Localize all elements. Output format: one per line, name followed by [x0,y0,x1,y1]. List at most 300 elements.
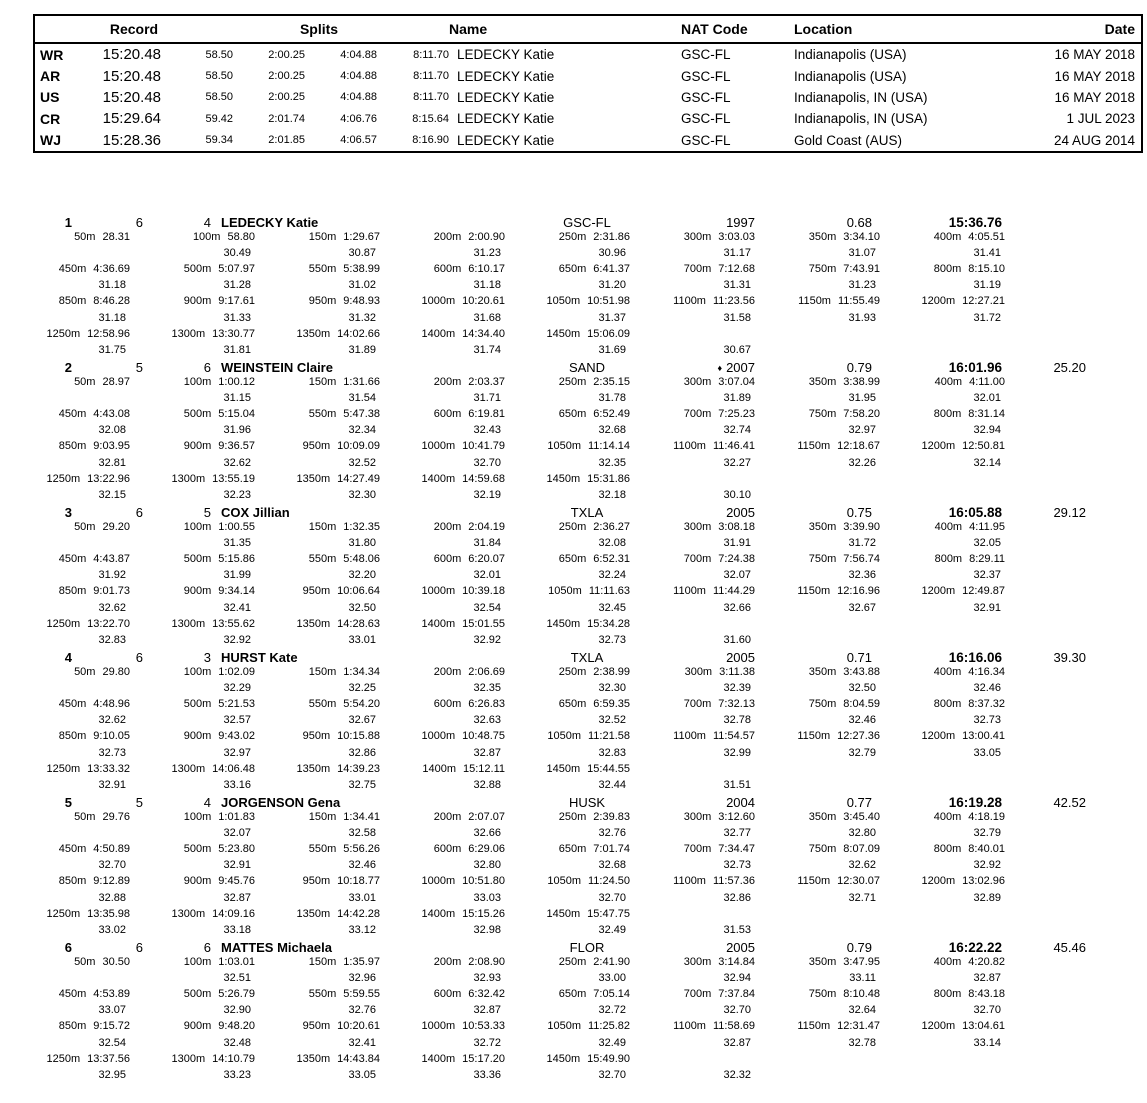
split-time: 13:04.61 [962,1020,1005,1033]
lap-split-time: 32.93 [473,972,501,985]
split-distance-label: 250m [558,811,587,824]
split-time: 4:18.19 [968,811,1005,824]
lap-split-time: 32.54 [98,1036,126,1049]
split-cell [123,988,255,1000]
lap-split-time: 32.89 [973,891,1001,904]
cumulative-splits-row [0,618,1147,634]
split-distance-label: 600m [433,988,462,1001]
records-header-date: Date [1104,21,1135,37]
split-cell [873,1020,1005,1032]
lap-split-time: 33.14 [973,1036,1001,1049]
split-cell [748,295,880,307]
split-time: 5:26.79 [218,988,255,1001]
split-time: 7:43.91 [843,263,880,276]
record-holder-name: LEDECKY Katie [457,111,555,127]
split-distance-label: 550m [308,263,337,276]
club-code: TXLA [570,505,604,520]
split-time: 2:06.69 [468,666,505,679]
record-date: 16 MAY 2018 [1054,89,1135,105]
lap-split-time: 32.52 [598,714,626,727]
split-distance-label: 900m [183,585,212,598]
swimmer-name: WEINSTEIN Claire [221,360,333,375]
split-distance-label: 100m [183,666,212,679]
result-lane: 6 [203,360,211,375]
record-split-800m: 8:16.90 [412,134,449,147]
lap-split-time: 33.18 [223,923,251,936]
split-cell [0,763,130,775]
split-cell [873,521,1005,533]
lap-split-time: 32.91 [98,778,126,791]
cumulative-splits-row [0,811,1147,827]
swimmer-name: HURST Kate [221,650,298,665]
split-time: 6:52.31 [593,553,630,566]
result-lane: 4 [203,795,211,810]
split-cell [248,1020,380,1032]
split-time: 15:31.86 [587,472,630,485]
split-time: 5:56.26 [343,843,380,856]
split-cell [248,988,380,1000]
cumulative-splits-row [0,730,1147,746]
lap-splits-row [0,972,1147,988]
lap-split-time: 32.70 [973,1004,1001,1017]
lap-splits-row [0,714,1147,730]
record-split-400m: 4:04.88 [340,70,377,83]
split-distance-label: 850m [58,585,87,598]
split-distance-label: 700m [683,988,712,1001]
split-cell [623,811,755,823]
result-rank: 1 [64,215,72,230]
split-distance-label: 100m [183,376,212,389]
lap-split-time: 32.88 [98,891,126,904]
split-time: 5:21.53 [218,698,255,711]
lap-split-time: 30.67 [723,343,751,356]
split-distance-label: 450m [58,988,87,1001]
lap-split-time: 33.07 [98,1004,126,1017]
split-cell [748,585,880,597]
lap-split-time: 31.17 [723,247,751,260]
split-distance-label: 600m [433,263,462,276]
split-cell [498,473,630,485]
lap-split-time: 32.91 [223,859,251,872]
result-lane: 4 [203,215,211,230]
split-time: 8:07.09 [843,843,880,856]
lap-split-time: 31.74 [473,343,501,356]
lap-split-time: 31.20 [598,279,626,292]
split-distance-label: 1300m [171,1052,206,1065]
lap-split-time: 31.99 [223,569,251,582]
split-time: 11:21.58 [587,730,630,743]
lap-split-time: 31.68 [473,311,501,324]
lap-split-time: 33.03 [473,891,501,904]
final-time: 16:19.28 [948,795,1002,810]
lap-split-time: 32.90 [223,1004,251,1017]
reaction-time: 0.77 [846,795,872,810]
lap-split-time: 32.70 [598,891,626,904]
lap-split-time: 31.23 [473,247,501,260]
split-cell [623,408,755,420]
split-cell [498,553,630,565]
split-distance-label: 50m [74,956,96,969]
time-behind-leader: 29.12 [1053,505,1086,520]
split-cell [623,730,755,742]
records-table-header [35,16,1141,44]
split-cell [498,328,630,340]
cumulative-splits-row [0,585,1147,601]
lap-split-time: 31.33 [223,311,251,324]
split-cell [373,843,505,855]
split-time: 15:49.90 [587,1052,630,1065]
split-distance-label: 1450m [546,472,581,485]
record-location: Indianapolis, IN (USA) [794,89,928,105]
record-time: 15:20.48 [102,88,161,106]
split-time: 6:52.49 [593,408,630,421]
lap-split-time: 30.87 [348,247,376,260]
split-distance-label: 1100m [673,440,706,453]
split-time: 6:19.81 [468,408,505,421]
split-distance-label: 300m [683,376,712,389]
cumulative-splits-row [0,328,1147,344]
split-time: 14:27.49 [337,472,380,485]
split-distance-label: 750m [808,843,837,856]
split-cell [248,875,380,887]
records-header-location: Location [794,21,853,37]
split-time: 11:14.14 [587,440,630,453]
lap-split-time: 32.62 [223,456,251,469]
split-distance-label: 800m [934,553,963,566]
split-distance-label: 150m [308,956,337,969]
final-time: 16:22.22 [948,940,1002,955]
split-cell [373,1020,505,1032]
split-cell [498,295,630,307]
split-time: 11:46.41 [712,440,755,453]
split-distance-label: 250m [558,666,587,679]
lap-split-time: 32.14 [973,456,1001,469]
lap-split-time: 33.01 [348,891,376,904]
result-lane: 5 [203,505,211,520]
record-split-400m: 4:04.88 [340,48,377,61]
split-cell [623,376,755,388]
lap-split-time: 31.75 [98,343,126,356]
lap-splits-row [0,1004,1147,1020]
split-time: 3:03.03 [718,231,755,244]
split-cell [498,440,630,452]
lap-split-time: 32.57 [223,714,251,727]
split-distance-label: 700m [683,263,712,276]
split-cell [248,956,380,968]
split-cell [873,698,1005,710]
split-cell [748,263,880,275]
split-time: 5:07.97 [218,263,255,276]
split-distance-label: 50m [74,376,96,389]
split-distance-label: 1100m [673,730,706,743]
lap-split-time: 31.91 [723,537,751,550]
split-time: 12:58.96 [87,327,130,340]
split-distance-label: 400m [933,231,962,244]
split-distance-label: 1350m [296,907,331,920]
birth-year [655,650,755,665]
split-time: 14:10.79 [212,1052,255,1065]
split-time: 11:23.56 [712,295,755,308]
lap-split-time: 32.97 [223,746,251,759]
split-distance-label: 250m [558,956,587,969]
reaction-time: 0.68 [846,215,872,230]
result-lane: 6 [203,940,211,955]
record-tag: US [40,89,60,106]
lap-split-time: 32.41 [348,1036,376,1049]
lap-split-time: 32.45 [598,601,626,614]
record-holder-name: LEDECKY Katie [457,68,555,84]
split-distance-label: 500m [183,408,212,421]
split-distance-label: 50m [74,521,96,534]
cumulative-splits-row [0,408,1147,424]
split-time: 6:10.17 [468,263,505,276]
split-distance-label: 1300m [171,907,206,920]
split-time: 3:43.88 [843,666,880,679]
lap-split-time: 32.08 [598,537,626,550]
lap-split-time: 32.70 [98,859,126,872]
lap-splits-row [0,747,1147,763]
lap-split-time: 32.97 [848,424,876,437]
lap-split-time: 31.72 [973,311,1001,324]
split-cell [0,1020,130,1032]
lap-splits-row [0,312,1147,328]
split-time: 7:12.68 [718,263,755,276]
lap-splits-row [0,537,1147,553]
split-distance-label: 750m [808,988,837,1001]
lap-split-time: 32.71 [848,891,876,904]
split-distance-label: 600m [433,408,462,421]
result-entry-header [0,650,1147,666]
split-cell [498,988,630,1000]
split-distance-label: 1050m [547,730,581,743]
split-time: 8:37.32 [968,698,1005,711]
split-time: 9:01.73 [93,585,130,598]
split-time: 2:00.90 [468,231,505,244]
birth-year [655,215,755,230]
lap-split-time: 32.72 [473,1036,501,1049]
split-distance-label: 150m [308,811,337,824]
split-distance-label: 450m [58,698,87,711]
split-cell [873,811,1005,823]
split-time: 29.20 [102,521,130,534]
lap-split-time: 32.64 [848,1004,876,1017]
lap-split-time: 33.05 [973,746,1001,759]
split-cell [623,988,755,1000]
split-cell [0,231,130,243]
split-distance-label: 250m [558,231,587,244]
split-distance-label: 750m [808,553,837,566]
split-cell [623,231,755,243]
split-time: 5:54.20 [343,698,380,711]
split-cell [873,875,1005,887]
split-cell [0,295,130,307]
split-cell [248,295,380,307]
lap-splits-row [0,602,1147,618]
split-cell [248,231,380,243]
lap-split-time: 32.94 [973,424,1001,437]
swimmer-name: MATTES Michaela [221,940,333,955]
lap-split-time: 32.80 [473,859,501,872]
split-cell [748,376,880,388]
lap-split-time: 32.67 [848,601,876,614]
lap-split-time: 31.15 [223,392,251,405]
split-distance-label: 1150m [798,295,831,308]
split-time: 8:15.10 [968,263,1005,276]
split-distance-label: 850m [58,440,87,453]
split-cell [248,811,380,823]
split-cell [0,328,130,340]
split-time: 4:53.89 [93,988,130,1001]
lap-split-time: 31.72 [848,537,876,550]
split-time: 10:41.79 [462,440,505,453]
split-distance-label: 50m [74,666,96,679]
split-cell [498,618,630,630]
split-distance-label: 1400m [422,762,456,775]
split-time: 5:48.06 [343,553,380,566]
split-distance-label: 1050m [547,875,581,888]
lap-split-time: 31.35 [223,537,251,550]
club-code: SAND [568,360,606,375]
lap-split-time: 32.73 [98,746,126,759]
split-time: 11:57.36 [712,875,755,888]
lap-split-time: 32.23 [223,488,251,501]
split-cell [498,1053,630,1065]
split-distance-label: 550m [308,553,337,566]
split-time: 9:03.95 [93,440,130,453]
split-distance-label: 100m [183,811,212,824]
split-distance-label: 350m [808,666,837,679]
result-heat: 6 [135,940,143,955]
split-time: 9:45.76 [218,875,255,888]
lap-split-time: 31.80 [348,537,376,550]
split-cell [373,811,505,823]
split-distance-label: 1100m [673,295,706,308]
split-distance-label: 650m [558,988,587,1001]
split-time: 12:30.07 [837,875,880,888]
split-cell [123,1020,255,1032]
cumulative-splits-row [0,956,1147,972]
result-heat: 6 [135,650,143,665]
split-time: 9:10.05 [93,730,130,743]
lap-splits-row [0,827,1147,843]
split-time: 12:49.87 [962,585,1005,598]
lap-splits-row [0,392,1147,408]
lap-split-time: 32.62 [98,714,126,727]
split-time: 1:00.55 [218,521,255,534]
lap-splits-row [0,457,1147,473]
split-distance-label: 100m [192,231,221,244]
record-tag: WJ [40,132,61,149]
final-time: 15:36.76 [948,215,1002,230]
lap-split-time: 32.62 [848,859,876,872]
split-cell [248,376,380,388]
cumulative-splits-row [0,1053,1147,1069]
split-distance-label: 900m [183,440,212,453]
split-cell [373,440,505,452]
split-cell [873,843,1005,855]
split-cell [373,1053,505,1065]
split-distance-label: 1450m [546,762,581,775]
record-split-100m: 58.50 [205,48,233,61]
split-time: 8:46.28 [93,295,130,308]
cumulative-splits-row [0,908,1147,924]
split-cell [748,875,880,887]
split-cell [498,521,630,533]
lap-split-time: 33.11 [849,972,876,985]
split-time: 15:17.20 [462,1052,505,1065]
split-time: 4:16.34 [968,666,1005,679]
lap-split-time: 32.80 [848,827,876,840]
split-time: 12:27.36 [837,730,880,743]
lap-split-time: 32.87 [473,1004,501,1017]
split-time: 2:41.90 [593,956,630,969]
split-distance-label: 700m [683,843,712,856]
split-cell [873,553,1005,565]
split-time: 2:04.19 [468,521,505,534]
record-split-200m: 2:00.25 [268,91,305,104]
lap-split-time: 32.34 [348,424,376,437]
cumulative-splits-row [0,875,1147,891]
lap-split-time: 32.05 [973,537,1001,550]
record-date: 1 JUL 2023 [1066,111,1135,127]
split-time: 28.97 [102,376,130,389]
lap-split-time: 33.01 [348,633,376,646]
split-distance-label: 850m [58,295,87,308]
split-time: 3:08.18 [718,521,755,534]
split-cell [873,295,1005,307]
split-cell [498,1020,630,1032]
split-time: 2:35.15 [593,376,630,389]
result-entry-header [0,940,1147,956]
split-cell [748,1020,880,1032]
split-distance-label: 650m [558,843,587,856]
split-cell [498,698,630,710]
split-cell [623,440,755,452]
split-time: 14:59.68 [462,472,505,485]
lap-split-time: 33.16 [223,778,251,791]
lap-split-time: 32.96 [348,972,376,985]
record-nat-code: GSC-FL [681,132,731,148]
split-time: 14:39.23 [337,762,380,775]
split-cell [373,875,505,887]
split-cell [373,231,505,243]
split-distance-label: 1200m [921,875,956,888]
split-distance-label: 450m [58,408,87,421]
split-distance-label: 800m [933,843,962,856]
split-time: 11:25.82 [587,1020,630,1033]
lap-split-time: 32.76 [348,1004,376,1017]
split-time: 5:15.86 [218,553,255,566]
split-cell [748,988,880,1000]
cumulative-splits-row [0,473,1147,489]
record-time: 15:29.64 [102,110,161,128]
split-cell [873,956,1005,968]
lap-split-time: 31.18 [98,279,126,292]
split-cell [0,908,130,920]
lap-splits-row [0,682,1147,698]
split-distance-label: 800m [933,408,962,421]
result-entry-header [0,795,1147,811]
split-time: 2:39.83 [593,811,630,824]
record-date: 24 AUG 2014 [1053,132,1135,148]
split-distance-label: 150m [308,231,337,244]
split-time: 9:48.20 [218,1020,255,1033]
lap-split-time: 31.84 [473,537,501,550]
result-entry [0,795,1147,940]
split-cell [123,763,255,775]
result-rank: 2 [64,360,72,375]
time-behind-leader: 25.20 [1053,360,1086,375]
